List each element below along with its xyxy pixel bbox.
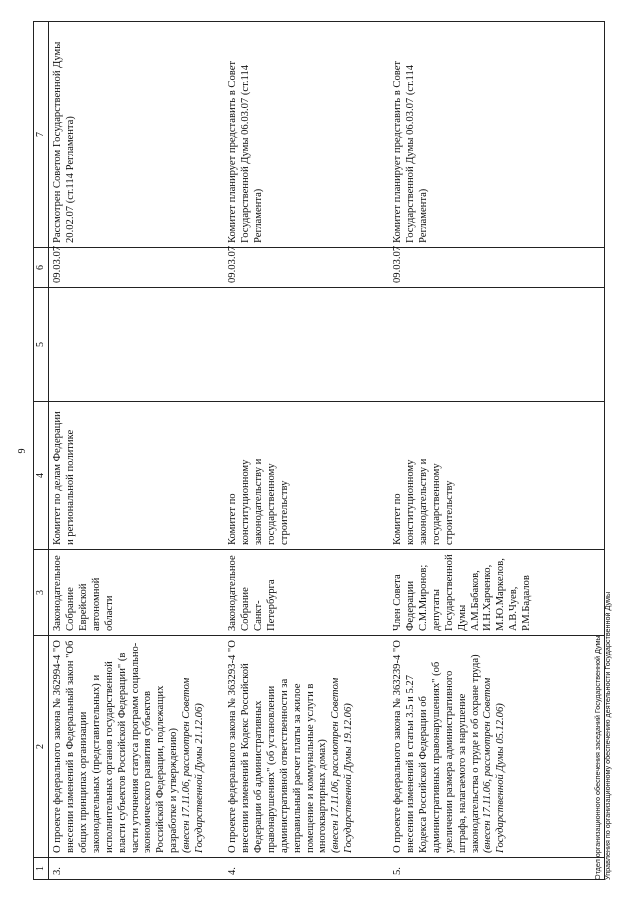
row-number: 5.	[389, 858, 605, 880]
document-page	[15, 20, 625, 880]
row-number: 4.	[224, 858, 389, 880]
date-cell: 09.03.07	[389, 248, 605, 288]
footer-line: Отдел организационного обеспечения заседаний Государственной Думы	[593, 635, 602, 880]
document-footer	[593, 20, 612, 880]
bill-description-cell	[49, 636, 225, 858]
initiator-cell: Законодательное Собрание Санкт-Петербурга	[224, 550, 389, 636]
footer-line: Управления по организационному обеспечению деятельности Государственной Думы	[602, 591, 612, 880]
initiator-cell: Законодательное Собрание Еврейской автономной области	[49, 550, 225, 636]
bill-note: (внесен 17.11.06, рассмотрен Советом Государственной Думы 19.12.06)	[330, 677, 355, 853]
bill-description-cell	[224, 636, 389, 858]
bill-title: О проекте федерального закона № 363239-4 "О внесении изменений в статьи 3.5 и 5.27 Кодекса Российской Федерации об административных правонарушениях" (об увеличении размера административного штрафа, налагаемого за нарушение законодательства о труде и об охране труда)	[392, 640, 481, 853]
column-header: 2	[34, 636, 49, 858]
page-number: 9	[17, 448, 28, 454]
initiator-cell: Член Совета Федерации С.М.Миронов; депутаты Государственной Думы А.М.Бабаков, И.Н.Харченко, М.Ю.Маркелов, А.В.Чуев, Р.М.Бадалов	[389, 550, 605, 636]
column-header: 3	[34, 550, 49, 636]
row-number: 3.	[49, 858, 225, 880]
date-cell: 09.03.07	[224, 248, 389, 288]
column-header: 7	[34, 22, 49, 248]
column-5-cell	[224, 288, 389, 402]
bill-title: О проекте федерального закона № 362994-4 "О внесении изменений в Федеральный закон "Об общих принципах организации законодательных (представительных) и исполнительных органов государственной власти субъектов Российской Федерации" (в части уточнения статуса программ социально-экономического развития субъектов Российской Федерации, подлежащих разработке и утверждению)	[52, 640, 180, 853]
bill-note: (внесен 17.11.06, рассмотрен Советом Государственной Думы 05.12.06)	[482, 677, 507, 853]
status-cell: Рассмотрен Советом Государственной Думы 20.02.07 (ст.114 Регламента)	[49, 22, 225, 248]
column-header: 5	[34, 288, 49, 402]
bill-title: О проекте федерального закона № 363293-4 "О внесении изменений в Кодекс Российской Федерации об административных правонарушениях" (об установлении административной ответственности за неправильный расчет платы за жилое помещение и коммунальные услуги в многоквартирных домах)	[227, 640, 329, 853]
committee-cell: Комитет по конституционному законодательству и государственному строительству	[389, 402, 605, 550]
committee-cell: Комитет по делам Федерации и региональной политике	[49, 402, 225, 550]
column-header: 1	[34, 858, 49, 880]
table-row	[49, 22, 225, 880]
status-cell: Комитет планирует представить в Совет Государственной Думы 06.03.07 (ст.114 Регламента)	[224, 22, 389, 248]
bill-note: (внесен 17.11.06, рассмотрен Советом Государственной Думы 21.12.06)	[181, 677, 206, 853]
table-row	[389, 22, 605, 880]
bill-description-cell	[389, 636, 605, 858]
column-5-cell	[389, 288, 605, 402]
committee-cell: Комитет по конституционному законодательству и государственному строительству	[224, 402, 389, 550]
column-header: 4	[34, 402, 49, 550]
column-5-cell	[49, 288, 225, 402]
column-header: 6	[34, 248, 49, 288]
table-row	[224, 22, 389, 880]
bills-table	[33, 21, 605, 880]
date-cell: 09.03.07	[49, 248, 225, 288]
table-header-row	[34, 22, 49, 880]
status-cell: Комитет планирует представить в Совет Государственной Думы 06.03.07 (ст.114 Регламента)	[389, 22, 605, 248]
